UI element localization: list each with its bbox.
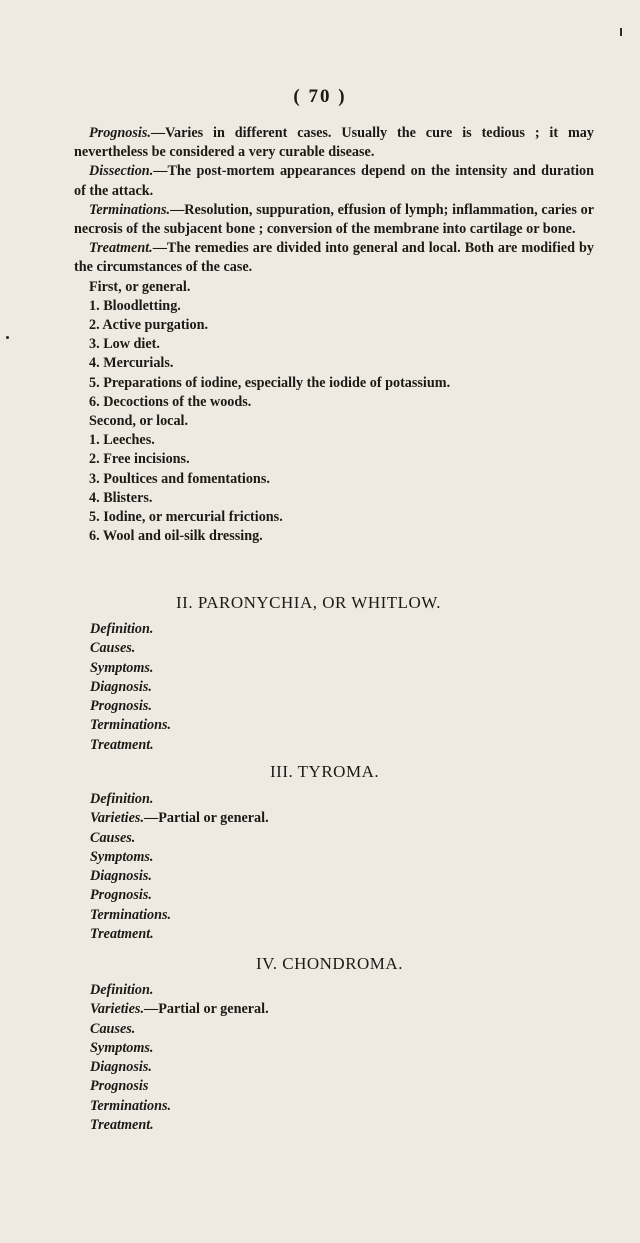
corner-mark [620,28,622,36]
heading-item: Definition. [90,982,154,998]
chondroma-headings [90,981,269,1135]
list-item: 4. Blisters. [89,489,153,506]
article-body [74,124,594,546]
list-item: 3. Poultices and fomentations. [89,470,270,487]
list-item: 6. Decoctions of the woods. [89,393,252,410]
heading-item: Definition. [90,621,154,637]
heading-item: Symptoms. [90,659,154,676]
heading-item: Definition. [90,791,154,807]
prognosis-paragraph: Prognosis.—Varies in different cases. Usually the cure is tedious ; it may nevertheless be considered a very curable disease. [74,125,594,161]
terminations-paragraph: Terminations.—Resolution, suppuration, effusion of lymph; inflammation, caries or necrosis of the subjacent bone ; conversion of the membrane into cartilage or bone. [74,201,594,238]
heading-item: Terminations. [90,717,172,734]
general-heading: First, or general. [89,278,191,295]
local-heading: Second, or local. [89,413,189,430]
list-item: 3. Low diet. [89,336,160,353]
heading-item: Prognosis. [90,887,152,904]
heading-item: Prognosis. [90,698,152,715]
list-item: 2. Active purgation. [89,317,209,334]
heading-item: Causes. [90,1020,136,1037]
heading-item: Symptoms. [90,1039,154,1056]
local-remedies-list [74,431,594,546]
heading-item: Terminations. [90,1097,172,1114]
general-remedies-list [74,297,594,412]
tyroma-headings [90,790,269,944]
heading-item: Diagnosis. [90,1059,152,1076]
list-item: 5. Iodine, or mercurial frictions. [89,509,283,526]
ink-speck [6,336,9,339]
list-item: 2. Free incisions. [89,451,190,468]
heading-item: Varieties.—Partial or general. [90,1001,269,1018]
heading-item: Treatment. [90,1117,154,1134]
heading-item: Diagnosis. [90,868,152,885]
section-title-paronychia: II. PARONYCHIA, OR WHITLOW. [176,593,442,612]
heading-item: Varieties.—Partial or general. [90,810,269,827]
dissection-paragraph: Dissection.—The post-mortem appearances depend on the intensity and duration of the attack. [74,163,594,199]
page-number: ( 70 ) [293,86,347,107]
list-item: 4. Mercurials. [89,355,174,372]
heading-item: Symptoms. [90,848,154,865]
section-title-chondroma: IV. CHONDROMA. [256,954,403,973]
list-item: 1. Leeches. [89,432,155,449]
heading-item: Prognosis [90,1078,149,1095]
list-item: 6. Wool and oil-silk dressing. [89,528,263,545]
heading-item: Terminations. [90,906,172,923]
heading-item: Causes. [90,829,136,846]
paronychia-headings [90,620,171,755]
heading-item: Treatment. [90,736,154,753]
section-title-tyroma: III. TYROMA. [270,762,380,781]
heading-item: Diagnosis. [90,678,152,695]
list-item: 1. Bloodletting. [89,297,181,314]
heading-item: Causes. [90,640,136,657]
list-item: 5. Preparations of iodine, especially the iodide of potassium. [89,374,451,391]
treatment-paragraph: Treatment.—The remedies are divided into general and local. Both are modified by the circumstances of the case. [74,240,594,276]
heading-item: Treatment. [90,926,154,943]
